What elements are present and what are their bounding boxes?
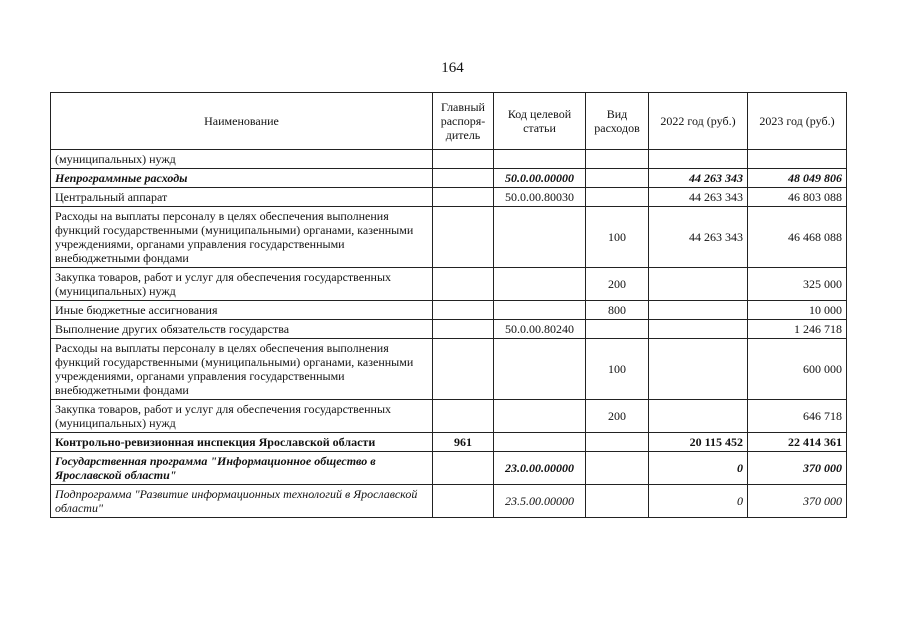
table-row (51, 485, 847, 518)
cell-2022 (649, 320, 748, 339)
cell-2023: 646 718 (748, 400, 847, 433)
cell-2022: 0 (649, 485, 748, 518)
cell-2023: 370 000 (748, 452, 847, 485)
cell-admin (433, 207, 494, 268)
header-type: Вид расходов (586, 93, 649, 150)
cell-name: Закупка товаров, работ и услуг для обеспечения государственных (муниципальных) нужд (51, 400, 433, 433)
cell-2023: 370 000 (748, 485, 847, 518)
cell-admin (433, 188, 494, 207)
cell-type: 200 (586, 400, 649, 433)
cell-admin (433, 485, 494, 518)
cell-name: Расходы на выплаты персоналу в целях обеспечения выполнения функций государственными (муниципальными) органами, казенными учреждениями, органами управления государственными внебюджетными фондами (51, 339, 433, 400)
cell-name: Контрольно-ревизионная инспекция Ярославской области (51, 433, 433, 452)
cell-2022 (649, 301, 748, 320)
cell-type: 800 (586, 301, 649, 320)
cell-name: Выполнение других обязательств государства (51, 320, 433, 339)
cell-admin (433, 320, 494, 339)
cell-name: (муниципальных) нужд (51, 150, 433, 169)
cell-admin (433, 150, 494, 169)
cell-type (586, 169, 649, 188)
table-row (51, 188, 847, 207)
cell-code: 50.0.00.80240 (494, 320, 586, 339)
cell-type: 100 (586, 207, 649, 268)
cell-2022: 0 (649, 452, 748, 485)
table-row (51, 452, 847, 485)
cell-code (494, 433, 586, 452)
cell-type (586, 452, 649, 485)
table-row (51, 207, 847, 268)
cell-name: Центральный аппарат (51, 188, 433, 207)
cell-2022: 44 263 343 (649, 169, 748, 188)
table-header-row (51, 93, 847, 150)
cell-2022: 44 263 343 (649, 188, 748, 207)
cell-type (586, 433, 649, 452)
page-number: 164 (441, 60, 464, 76)
header-admin: Главный распоря-дитель (433, 93, 494, 150)
header-2023: 2023 год (руб.) (748, 93, 847, 150)
cell-code (494, 207, 586, 268)
header-code: Код целевой статьи (494, 93, 586, 150)
table-row (51, 400, 847, 433)
cell-2022 (649, 268, 748, 301)
cell-code: 50.0.00.80030 (494, 188, 586, 207)
cell-code: 23.0.00.00000 (494, 452, 586, 485)
cell-admin (433, 452, 494, 485)
cell-2022: 20 115 452 (649, 433, 748, 452)
cell-code (494, 268, 586, 301)
cell-2022 (649, 400, 748, 433)
cell-2022: 44 263 343 (649, 207, 748, 268)
cell-2022 (649, 150, 748, 169)
table-row (51, 169, 847, 188)
cell-2023: 1 246 718 (748, 320, 847, 339)
table-row (51, 339, 847, 400)
cell-code: 23.5.00.00000 (494, 485, 586, 518)
budget-table (50, 92, 847, 518)
cell-2022 (649, 339, 748, 400)
cell-type (586, 150, 649, 169)
table-row (51, 433, 847, 452)
cell-type (586, 485, 649, 518)
table-row (51, 320, 847, 339)
cell-2023: 600 000 (748, 339, 847, 400)
cell-2023: 22 414 361 (748, 433, 847, 452)
header-name: Наименование (51, 93, 433, 150)
cell-type (586, 320, 649, 339)
cell-2023: 46 803 088 (748, 188, 847, 207)
cell-admin (433, 301, 494, 320)
cell-code: 50.0.00.00000 (494, 169, 586, 188)
cell-name: Закупка товаров, работ и услуг для обеспечения государственных (муниципальных) нужд (51, 268, 433, 301)
cell-2023: 48 049 806 (748, 169, 847, 188)
cell-code (494, 400, 586, 433)
cell-admin (433, 169, 494, 188)
cell-admin (433, 400, 494, 433)
table-row (51, 301, 847, 320)
table-row (51, 268, 847, 301)
cell-admin (433, 268, 494, 301)
cell-2023: 46 468 088 (748, 207, 847, 268)
cell-2023: 10 000 (748, 301, 847, 320)
cell-admin: 961 (433, 433, 494, 452)
cell-2023: 325 000 (748, 268, 847, 301)
cell-code (494, 301, 586, 320)
cell-type (586, 188, 649, 207)
cell-code (494, 339, 586, 400)
cell-code (494, 150, 586, 169)
table-row (51, 150, 847, 169)
cell-name: Подпрограмма "Развитие информационных технологий в Ярославской области" (51, 485, 433, 518)
cell-name: Расходы на выплаты персоналу в целях обеспечения выполнения функций государственными (муниципальными) органами, казенными учреждениями, органами управления государственными внебюджетными фондами (51, 207, 433, 268)
cell-type: 200 (586, 268, 649, 301)
cell-name: Непрограммные расходы (51, 169, 433, 188)
header-2022: 2022 год (руб.) (649, 93, 748, 150)
cell-type: 100 (586, 339, 649, 400)
cell-2023 (748, 150, 847, 169)
cell-name: Государственная программа "Информационное общество в Ярославской области" (51, 452, 433, 485)
cell-name: Иные бюджетные ассигнования (51, 301, 433, 320)
cell-admin (433, 339, 494, 400)
